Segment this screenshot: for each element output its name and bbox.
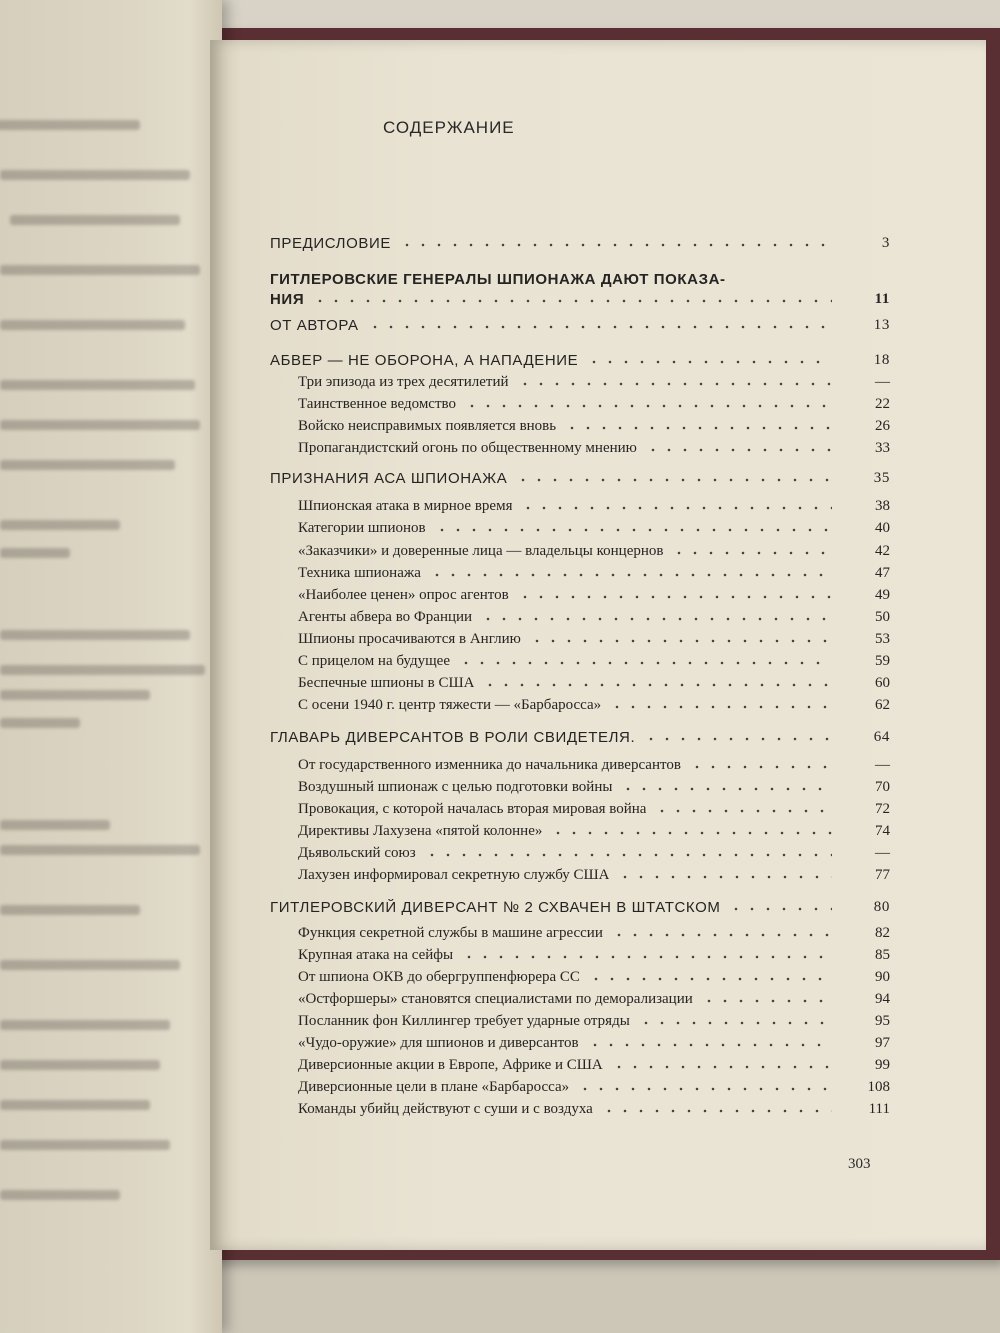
toc-entry-page: 49 [875,587,890,603]
toc-section-entry [298,606,890,626]
dot-leader [529,639,832,643]
toc-entry-title: Функция секретной службы в машине агрессии [298,925,603,941]
toc-entry-page: 22 [875,396,890,412]
toc-entry-title: От государственного изменника до начальника диверсантов [298,757,681,773]
toc-section-entry [298,988,890,1008]
toc-entry-page: 77 [875,867,890,883]
page-number: 303 [848,1156,871,1172]
dot-leader [367,325,832,329]
toc-section-entry [298,842,890,862]
toc-section-entry [298,1076,890,1096]
toc-entry-title: ПРЕДИСЛОВИЕ [270,235,391,252]
dot-leader [564,426,832,430]
toc-section-entry [298,584,890,604]
toc-entry-page: 47 [875,565,890,581]
toc-entry-title: ОТ АВТОРА [270,317,359,334]
dot-leader [312,299,832,303]
toc-entry-page: 85 [875,947,890,963]
toc-entry-page: — [875,845,890,861]
toc-entry-title: Диверсионные цели в плане «Барбаросса» [298,1079,570,1095]
toc-entry-title: Шпионы просачиваются в Англию [298,631,521,647]
toc-section-entry [298,437,890,457]
toc-entry-page: 99 [875,1057,890,1073]
toc-entry-page: 11 [874,291,890,307]
toc-section-entry [298,798,890,818]
toc-chapter-entry [270,232,890,252]
toc-entry-page: 62 [875,697,890,713]
toc-section-entry [298,1010,890,1030]
toc-section-entry [298,371,890,391]
toc-entry-title-continuation: НИЯ [270,291,305,308]
dot-leader [671,551,832,555]
toc-entry-title: С прицелом на будущее [298,653,450,669]
toc-entry-title: АБВЕР — НЕ ОБОРОНА, А НАПАДЕНИЕ [270,352,579,369]
toc-entry-page: 3 [881,235,890,251]
toc-entry-page: 72 [875,801,890,817]
toc-entry-page: 35 [873,470,890,486]
toc-entry-page: 64 [873,729,890,745]
toc-entry-title: Крупная атака на сейфы [298,947,454,963]
toc-entry-page: 97 [875,1035,890,1051]
toc-entry-title: Войско неисправимых появляется вновь [298,418,557,434]
toc-entry-page: 13 [873,317,890,333]
toc-entry-title: Команды убийц действуют с суши и с воздуха [298,1101,593,1117]
dot-leader [701,999,832,1003]
toc-section-entry [298,944,890,964]
dot-leader [617,875,832,879]
toc-chapter-entry [270,726,890,746]
dot-leader [586,360,832,364]
toc-entry-page: 70 [875,779,890,795]
toc-entry-title: Провокация, с которой началась вторая мировая война [298,801,647,817]
toc-entry-page: 59 [875,653,890,669]
toc-chapter-entry-continuation [270,288,890,308]
dot-leader [461,955,832,959]
dot-leader [609,705,832,709]
toc-section-entry [298,776,890,796]
toc-entry-page: 95 [875,1013,890,1029]
dot-leader [520,506,832,510]
toc-section-entry [298,540,890,560]
toc-entry-page: 26 [875,418,890,434]
toc-entry-title: Шпионская атака в мирное время [298,498,513,514]
dot-leader [588,977,832,981]
toc-entry-title: «Заказчики» и доверенные лица — владельцы концернов [298,543,664,559]
toc-entry-title: Диверсионные акции в Европе, Африке и США [298,1057,603,1073]
toc-entry-page: — [875,757,890,773]
toc-section-entry [298,393,890,413]
toc-entry-title: Таинственное ведомство [298,396,456,412]
toc-section-entry [298,517,890,537]
toc-entry-title: Воздушный шпионаж с целью подготовки войны [298,779,613,795]
dot-leader [482,683,832,687]
dot-leader [601,1109,832,1113]
toc-section-entry [298,495,890,515]
toc-entry-title: ГИТЛЕРОВСКИЙ ДИВЕРСАНТ № 2 СХВАЧЕН В ШТАТСКОМ [270,899,721,916]
toc-entry-title: От шпиона ОКВ до обергруппенфюрера СС [298,969,580,985]
dot-leader [611,933,832,937]
toc-entry-page: 82 [875,925,890,941]
toc-section-entry [298,1054,890,1074]
toc-entry-page: 108 [867,1079,890,1095]
dot-leader [620,787,832,791]
toc-entry-page: 74 [875,823,890,839]
toc-chapter-entry [270,896,890,916]
toc-section-entry [298,650,890,670]
toc-entry-title: Посланник фон Киллингер требует ударные отряды [298,1013,630,1029]
toc-entry-page: 60 [875,675,890,691]
toc-entry-page: 50 [875,609,890,625]
toc-section-entry [298,922,890,942]
toc-entry-page: 38 [875,498,890,514]
toc-chapter-entry [270,314,890,334]
toc-chapter-entry [270,349,890,369]
toc-section-entry [298,1098,890,1118]
toc-section-entry [298,415,890,435]
dot-leader [654,809,832,813]
dot-leader [645,448,832,452]
toc-section-entry [298,1032,890,1052]
toc-entry-page: 90 [875,969,890,985]
dot-leader [480,617,832,621]
toc-entry-title: Беспечные шпионы в США [298,675,475,691]
toc-section-entry [298,694,890,714]
toc-entry-title: «Остфоршеры» становятся специалистами по деморализации [298,991,693,1007]
toc-entry-title: Директивы Лахузена «пятой колонне» [298,823,543,839]
dot-leader [458,661,832,665]
toc-section-entry [298,820,890,840]
toc-section-entry [298,672,890,692]
toc-entry-page: 94 [875,991,890,1007]
toc-chapter-entry [270,467,890,487]
dot-leader [517,595,832,599]
toc-section-entry [298,562,890,582]
dot-leader [399,243,832,247]
toc-entry-page: 53 [875,631,890,647]
toc-section-entry [298,966,890,986]
toc-entry-page: 80 [873,899,890,915]
toc-chapter-entry [270,268,890,288]
toc-entry-title: Техника шпионажа [298,565,421,581]
toc-entry-page: 40 [875,520,890,536]
toc-entry-title: ГЛАВАРЬ ДИВЕРСАНТОВ В РОЛИ СВИДЕТЕЛЯ. [270,729,636,746]
dot-leader [434,528,832,532]
toc-entry-page: 33 [875,440,890,456]
toc-section-entry [298,864,890,884]
toc-entry-title: Категории шпионов [298,520,426,536]
page-title: СОДЕРЖАНИЕ [383,118,515,137]
toc-entry-title: Лахузен информировал секретную службу США [298,867,610,883]
toc-entry-title: ГИТЛЕРОВСКИЕ ГЕНЕРАЛЫ ШПИОНАЖА ДАЮТ ПОКАЗА- [270,271,726,288]
toc-entry-title: «Чудо-оружие» для шпионов и диверсантов [298,1035,579,1051]
toc-entry-title: Три эпизода из трех десятилетий [298,374,509,390]
toc-entry-page: 18 [873,352,890,368]
dot-leader [638,1021,832,1025]
toc-entry-title: Пропагандистский огонь по общественному мнению [298,440,637,456]
toc-section-entry [298,754,890,774]
toc-entry-page: — [875,374,890,390]
toc-section-entry [298,628,890,648]
toc-entry-title: С осени 1940 г. центр тяжести — «Барбаросса» [298,697,602,713]
toc-entry-title: ПРИЗНАНИЯ АСА ШПИОНАЖА [270,470,508,487]
dot-leader [587,1043,832,1047]
toc-entry-title: «Наиболее ценен» опрос агентов [298,587,509,603]
toc-entry-title: Агенты абвера во Франции [298,609,473,625]
dot-leader [429,573,832,577]
dot-leader [689,765,832,769]
dot-leader [550,831,832,835]
dot-leader [424,853,832,857]
toc-entry-title: Дьявольский союз [298,845,416,861]
dot-leader [728,907,832,911]
toc-entry-page: 111 [868,1101,890,1117]
dot-leader [517,382,832,386]
dot-leader [611,1065,832,1069]
dot-leader [464,404,832,408]
dot-leader [643,737,832,741]
dot-leader [515,478,832,482]
dot-leader [577,1087,832,1091]
toc-entry-page: 42 [875,543,890,559]
